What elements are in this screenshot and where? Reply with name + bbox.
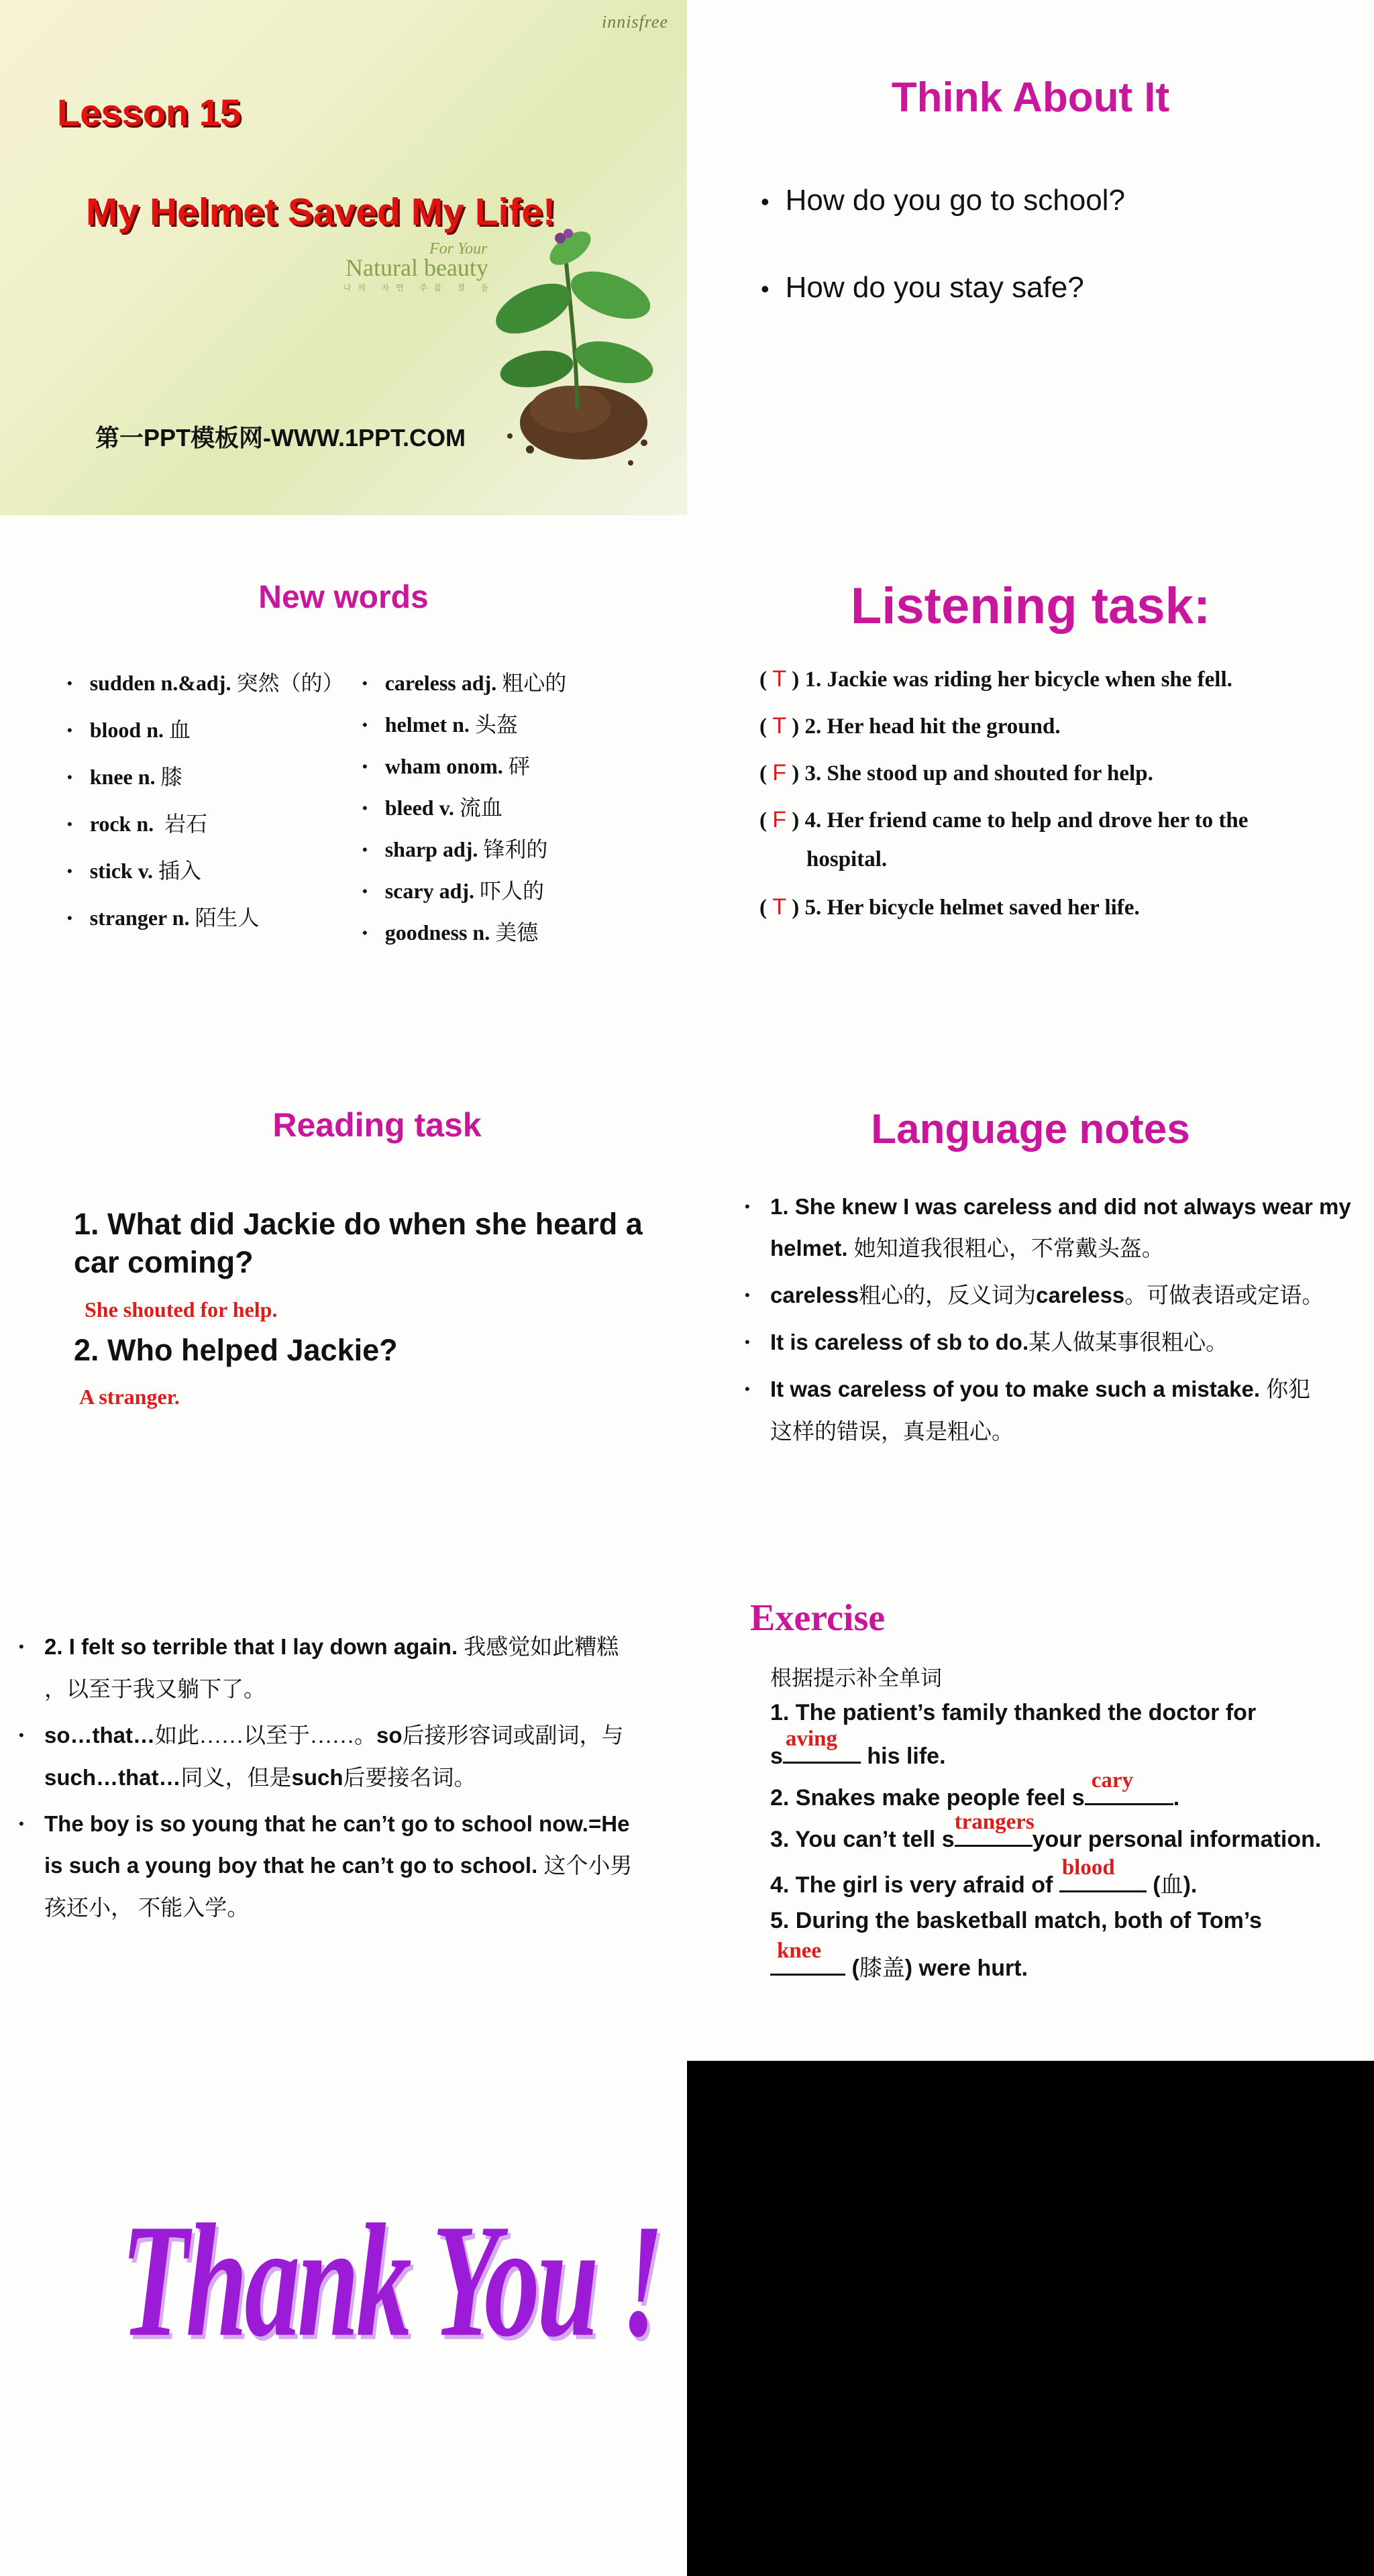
thank-you-text: Thank You !: [121, 2190, 662, 2370]
slide-heading: Reading task: [272, 1106, 482, 1144]
lesson-subtitle: My Helmet Saved My Life!: [86, 191, 556, 233]
answer-fill: blood: [1061, 1856, 1115, 1880]
bullet-item: • How do you stay safe?: [761, 271, 1084, 304]
slide-heading: Exercise: [750, 1597, 886, 1639]
instruction: 根据提示补全单词: [770, 1666, 943, 1690]
tagline-small: For Your: [429, 240, 488, 258]
answer-fill: cary: [1091, 1768, 1133, 1792]
word-item: • goodness n. 美德: [362, 920, 539, 945]
slide-language-notes-2: [0, 1546, 687, 2061]
lesson-title: Lesson 15: [57, 91, 241, 133]
site-text: 第一PPT模板网-WWW.1PPT.COM: [95, 424, 466, 451]
word-item: • bleed v. 流血: [362, 796, 503, 820]
listening-item: ( T ) 5. Her bicycle helmet saved her life.: [759, 894, 1140, 920]
word-item: • sharp adj. 锋利的: [362, 837, 548, 861]
bullet-dot: •: [761, 188, 770, 215]
note-item: • The boy is so young that he can’t go to school now.=He is such a young boy that he can’t go to school. 这个小男 孩还小， 不能入学。: [19, 1811, 633, 1921]
note-item: • careless粗心的，反义词为careless。可做表语或定语。: [745, 1283, 1324, 1308]
listening-item: ( T ) 2. Her head hit the ground.: [759, 713, 1061, 739]
listening-item: ( T ) 1. Jackie was riding her bicycle when she fell.: [759, 666, 1232, 692]
word-item: • wham onom. 砰: [362, 754, 530, 778]
exercise-1: 1. The patient’s family thanked the doctor for: [770, 1700, 1257, 1725]
brand-logo: innisfree: [601, 12, 668, 32]
answer-2: A stranger.: [79, 1385, 180, 1409]
slide-exercise: [687, 1546, 1374, 2061]
note-item: • so…that…如此……以至于……。so后接形容词或副词，与 such…that…同义，但是such后要接名词。: [19, 1723, 624, 1790]
slide-blank-black: [687, 2061, 1374, 2576]
slide-heading: Language notes: [871, 1106, 1190, 1152]
listening-item: ( F ) 3. She stood up and shouted for help.: [759, 760, 1153, 786]
exercise-5: 5. During the basketball match, both of Tom’s: [770, 1908, 1262, 1933]
plant-image: [470, 208, 684, 476]
slide-new-words: [0, 515, 687, 1030]
listening-item-cont: hospital.: [806, 847, 888, 871]
exercise-1-line2: s aving his life.: [770, 1727, 946, 1769]
tagline-large: Natural beauty: [346, 254, 488, 281]
exercise-2: 2. Snakes make people feel s cary .: [770, 1768, 1180, 1811]
question-1: 1. What did Jackie do when she heard a car coming?: [74, 1207, 643, 1279]
bullet-dot: •: [761, 275, 770, 303]
word-item: • stick v. 插入: [67, 859, 201, 883]
slide-heading: Listening task:: [850, 578, 1211, 635]
exercise-4: 4. The girl is very afraid of blood (血).: [770, 1856, 1198, 1898]
slide-heading: Think About It: [891, 74, 1170, 121]
note-item: • 1. She knew I was careless and did not always wear my helmet. 她知道我很粗心，不常戴头盔。: [745, 1194, 1351, 1261]
note-item: • It was careless of you to make such a mistake. 你犯 这样的错误，真是粗心。: [745, 1377, 1311, 1444]
slide-reading-task: [0, 1030, 687, 1546]
bullet-item: • How do you go to school?: [761, 184, 1125, 217]
answer-1: She shouted for help.: [85, 1297, 278, 1322]
exercise-5-line2: knee (膝盖) were hurt.: [770, 1949, 1028, 1982]
slide-heading: New words: [258, 580, 429, 615]
note-item: • It is careless of sb to do.某人做某事很粗心。: [745, 1330, 1228, 1355]
word-item: • sudden n.&adj. 突然（的）: [67, 671, 344, 695]
answer-fill: aving: [785, 1727, 837, 1751]
slide-think-about-it: [687, 0, 1374, 515]
slide-listening-task: [687, 515, 1374, 1030]
note-item: • 2. I felt so terrible that I lay down again. 我感觉如此糟糕 ，以至于我又躺下了。: [19, 1634, 619, 1702]
word-item: • careless adj. 粗心的: [362, 671, 567, 695]
slide-title: [0, 0, 687, 515]
word-item: • helmet n. 头盔: [362, 712, 518, 737]
question-2: 2. Who helped Jackie?: [74, 1333, 398, 1367]
exercise-3: 3. You can’t tell s trangers your personal information.: [770, 1810, 1322, 1852]
word-item: • scary adj. 吓人的: [362, 879, 545, 903]
slide-language-notes: [687, 1030, 1374, 1546]
word-item: • stranger n. 陌生人: [67, 906, 260, 930]
word-item: • rock n. 岩石: [67, 812, 208, 836]
tagline-korean: 나의 자연 주름 결 돌: [344, 283, 496, 292]
word-item: • blood n. 血: [67, 718, 191, 742]
word-item: • knee n. 膝: [67, 765, 182, 789]
listening-item: ( F ) 4. Her friend came to help and drove her to the: [759, 807, 1249, 833]
answer-fill: trangers: [954, 1810, 1035, 1834]
answer-fill: knee: [777, 1939, 821, 1963]
